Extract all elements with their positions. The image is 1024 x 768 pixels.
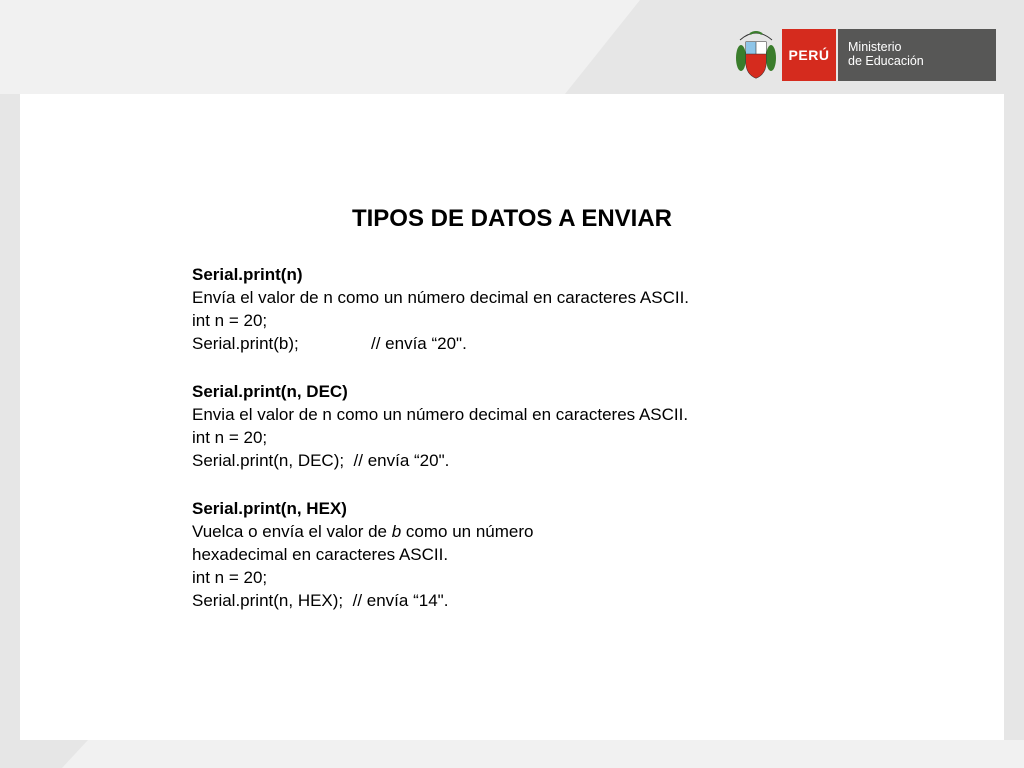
slide-content <box>192 263 832 637</box>
ministry-line-2: de Educación <box>848 54 924 68</box>
section-heading: Serial.print(n, HEX) <box>192 499 347 518</box>
section-code: Serial.print(n, DEC); // envía “20". <box>192 451 450 470</box>
ministry-label <box>838 29 996 81</box>
description-part-2: como un número <box>401 522 534 541</box>
minedu-logo <box>734 28 998 82</box>
description-part-1: Vuelca o envía el valor de <box>192 522 392 541</box>
section-declaration: int n = 20; <box>192 428 268 447</box>
section-serial-print-dec <box>192 380 832 472</box>
section-serial-print-hex <box>192 497 832 612</box>
description-variable: b <box>391 522 402 541</box>
section-description <box>192 520 832 543</box>
section-heading: Serial.print(n, DEC) <box>192 382 348 401</box>
section-heading: Serial.print(n) <box>192 265 303 284</box>
section-description: Envía el valor de n como un número decimal en caracteres ASCII. <box>192 288 690 307</box>
peru-label: PERÚ <box>782 29 836 81</box>
ministry-line-1: Ministerio <box>848 40 902 54</box>
slide-title: TIPOS DE DATOS A ENVIAR <box>351 205 673 232</box>
section-code: Serial.print(n, HEX); // envía “14". <box>192 591 449 610</box>
peru-coat-of-arms-icon <box>734 28 778 82</box>
code-statement: Serial.print(b); <box>192 334 299 353</box>
section-declaration: int n = 20; <box>192 568 268 587</box>
background-shape-bottom <box>0 740 1024 768</box>
section-serial-print <box>192 263 832 355</box>
section-description: Envia el valor de n como un número decimal en caracteres ASCII. <box>192 405 689 424</box>
section-code <box>192 332 832 355</box>
code-comment: // envía “20". <box>371 334 467 353</box>
section-description-line-2: hexadecimal en caracteres ASCII. <box>192 545 449 564</box>
section-declaration: int n = 20; <box>192 311 268 330</box>
